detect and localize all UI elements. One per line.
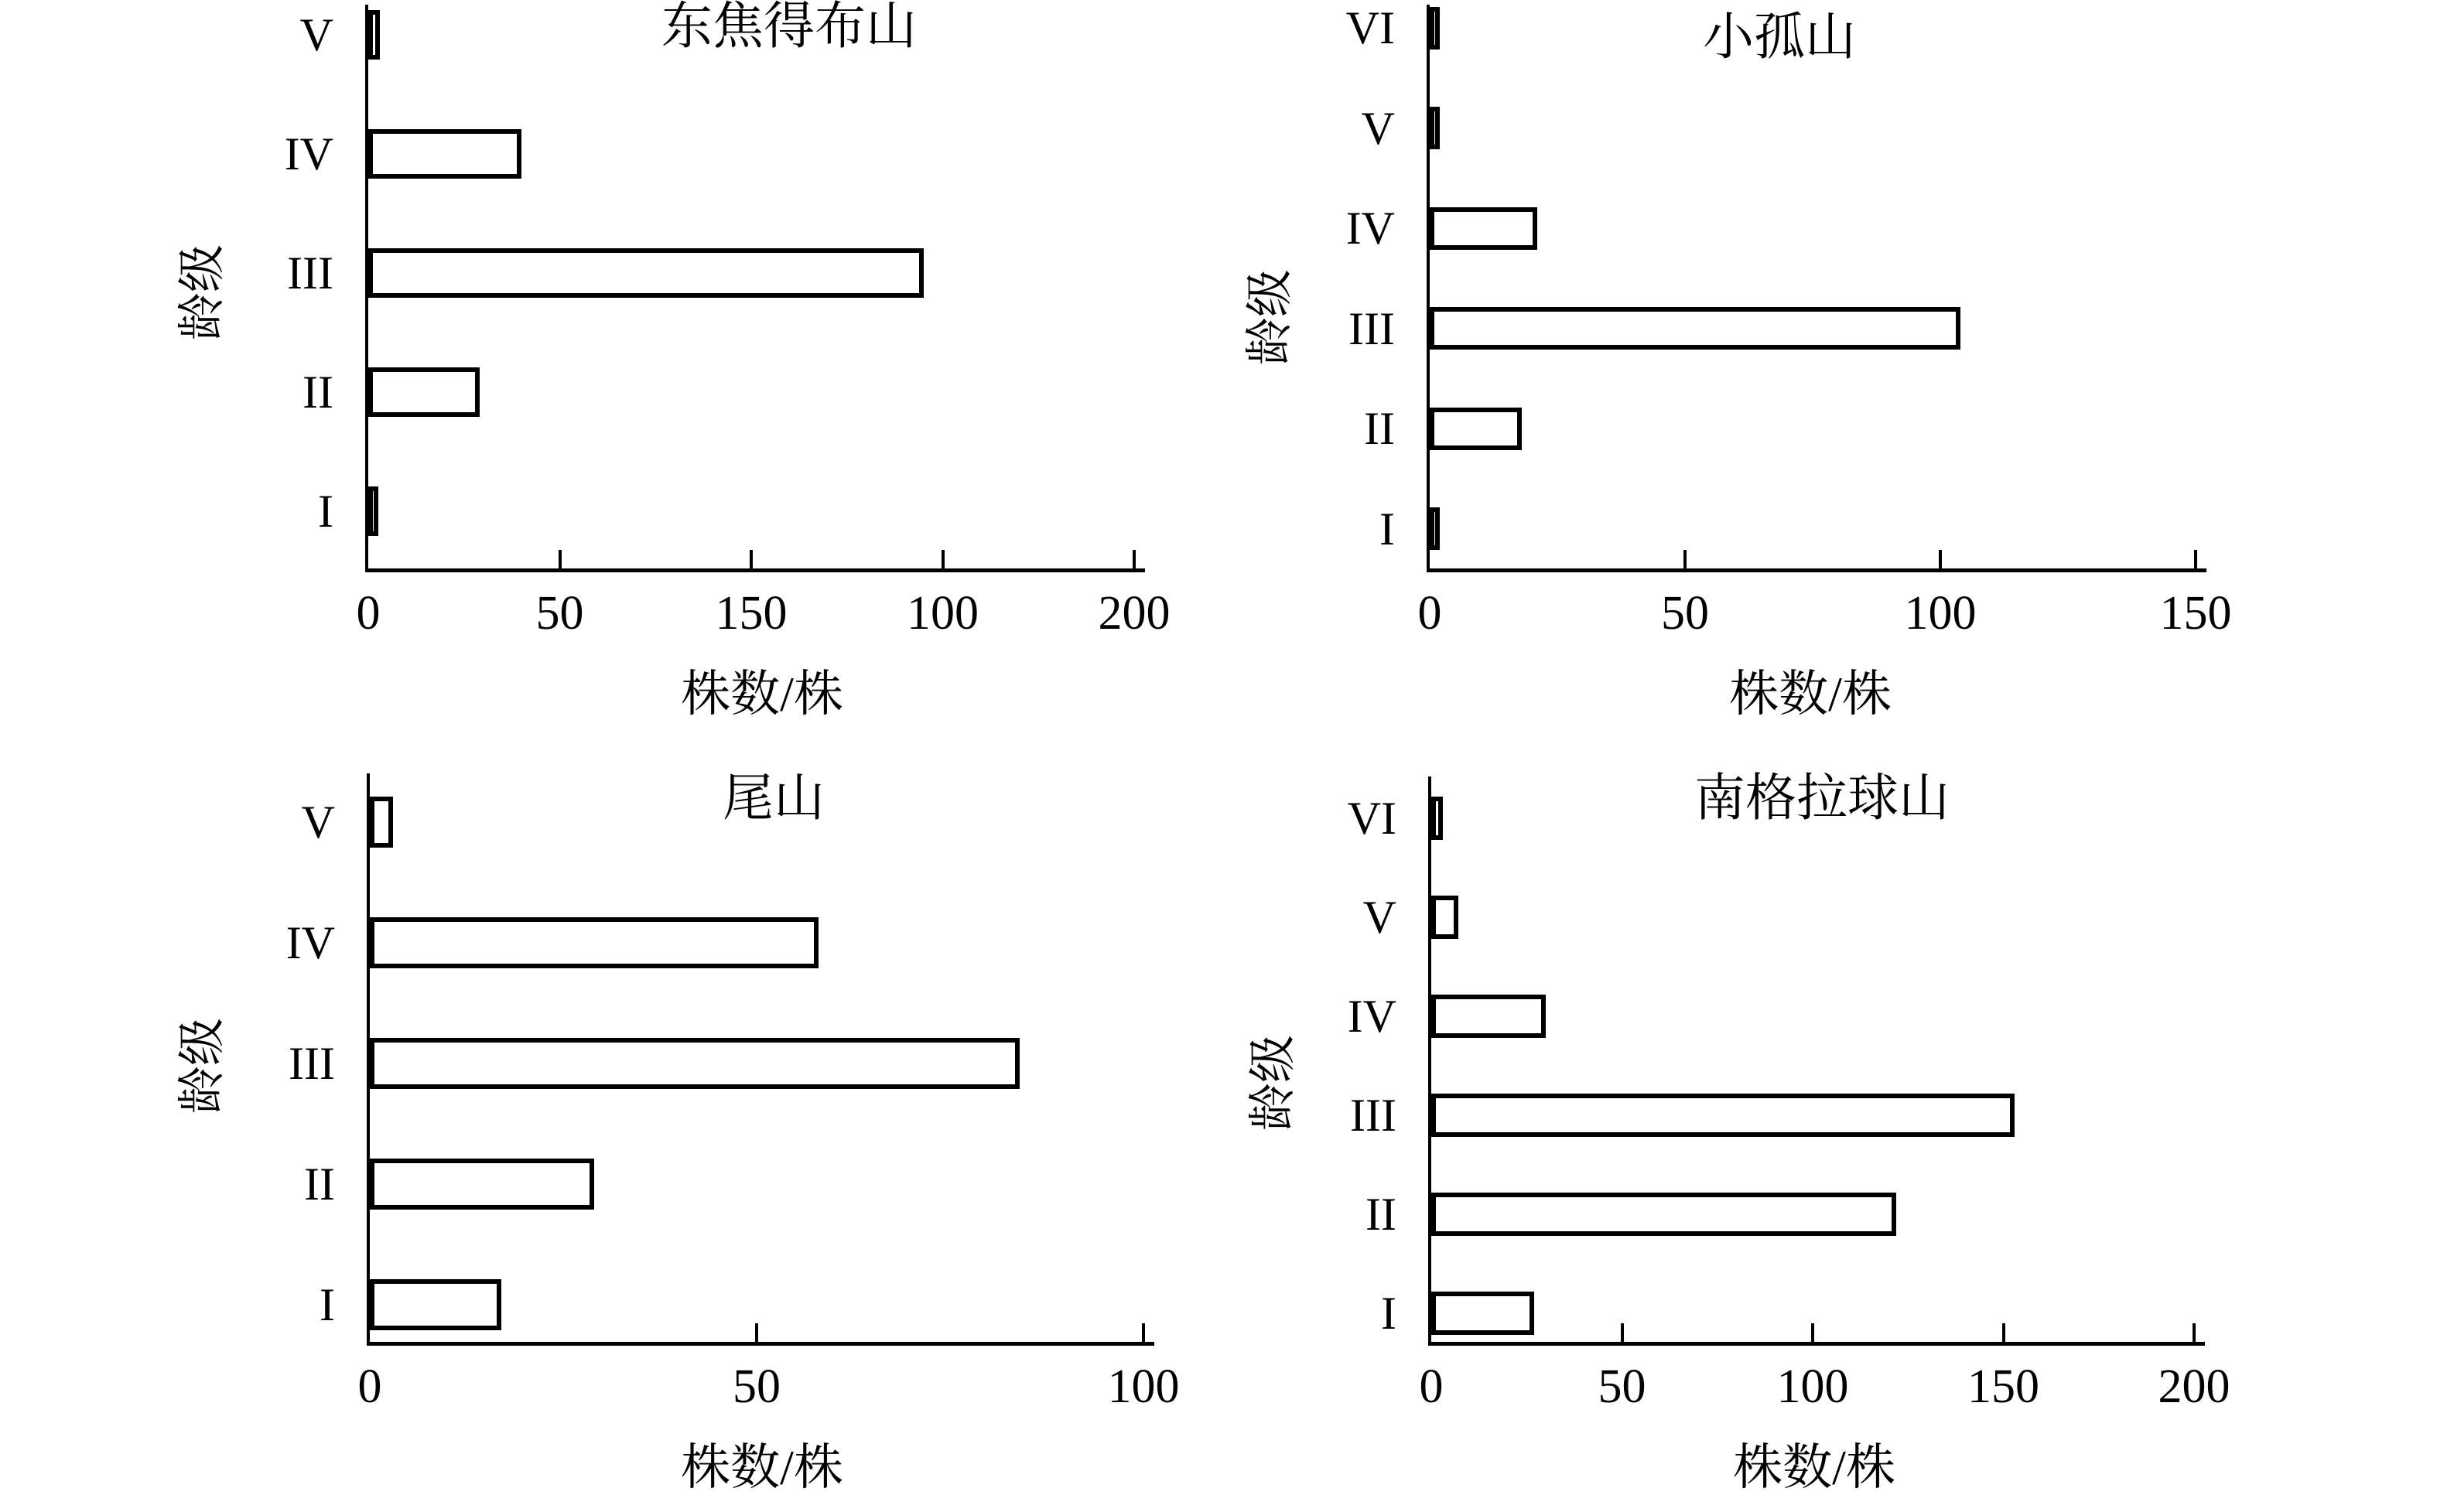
x-tick-label-50: 50 [1661, 587, 1709, 640]
bar-IV [1431, 995, 1546, 1038]
category-label-V: V [1361, 102, 1395, 154]
y-axis-title: 龄级 [1247, 1034, 1300, 1131]
category-label-V: V [301, 797, 335, 848]
category-label-I: I [320, 1279, 335, 1330]
category-label-III: III [287, 247, 333, 299]
x-tick-label-200: 200 [2158, 1360, 2230, 1413]
x-tick-label-50: 50 [733, 1360, 781, 1413]
x-tick-label-150: 150 [715, 587, 788, 640]
bar-V [1431, 896, 1458, 939]
category-label-II: II [304, 1159, 335, 1210]
category-label-IV: IV [1347, 991, 1396, 1042]
x-tick-label-100: 100 [907, 587, 979, 640]
x-tick-label-0: 0 [1417, 587, 1442, 640]
x-tick-label-0: 0 [356, 587, 381, 640]
bar-VI [1431, 797, 1443, 840]
category-label-IV: IV [284, 128, 333, 179]
x-tick-label-100: 100 [1904, 587, 1977, 640]
x-tick [2002, 1323, 2005, 1342]
category-label-II: II [1364, 403, 1395, 454]
category-label-I: I [318, 486, 333, 537]
category-label-III: III [1348, 302, 1395, 354]
x-axis-line [1428, 1342, 2205, 1346]
x-tick-label-0: 0 [357, 1360, 382, 1413]
y-axis-title: 龄级 [176, 244, 229, 341]
category-label-I: I [1381, 1288, 1396, 1339]
chart-title: 小孤山 [1703, 9, 1856, 66]
x-axis-title: 株数/株 [1729, 667, 1892, 722]
x-tick-label-0: 0 [1419, 1360, 1444, 1413]
x-tick-label-100: 100 [1776, 1360, 1849, 1413]
x-axis-title: 株数/株 [1733, 1440, 1895, 1495]
x-tick-label-50: 50 [1598, 1360, 1646, 1413]
x-tick-label-150: 150 [2159, 587, 2232, 640]
x-tick-label-100: 100 [1107, 1360, 1180, 1413]
x-axis-title: 株数/株 [681, 1440, 843, 1495]
bar-I [1431, 1292, 1534, 1335]
chart-title: 南格拉球山 [1694, 770, 1950, 827]
category-label-III: III [289, 1038, 335, 1089]
category-label-V: V [1362, 892, 1396, 943]
x-tick-label-50: 50 [535, 587, 584, 640]
x-tick [1811, 1323, 1814, 1342]
category-label-IV: IV [1345, 203, 1395, 254]
x-tick [1621, 1323, 1624, 1342]
category-label-V: V [299, 9, 333, 60]
x-tick [2193, 1323, 2196, 1342]
x-tick-label-150: 150 [1967, 1360, 2039, 1413]
category-label-III: III [1350, 1090, 1396, 1141]
y-axis-title: 龄级 [1244, 268, 1297, 366]
chart-title: 尾山 [723, 770, 825, 827]
bar-II [1431, 1193, 1896, 1236]
y-axis-line [1428, 776, 1431, 1346]
category-label-II: II [1365, 1189, 1396, 1240]
category-label-VI: VI [1345, 2, 1395, 53]
y-axis-title: 龄级 [176, 1017, 229, 1114]
category-label-IV: IV [285, 917, 335, 968]
x-tick-label-200: 200 [1098, 587, 1171, 640]
category-label-VI: VI [1347, 793, 1396, 844]
chart-title: 东焦得布山 [661, 0, 917, 55]
category-label-II: II [302, 367, 333, 418]
bar-III [1431, 1094, 2015, 1137]
x-axis-title: 株数/株 [681, 667, 843, 722]
category-label-I: I [1379, 503, 1395, 555]
